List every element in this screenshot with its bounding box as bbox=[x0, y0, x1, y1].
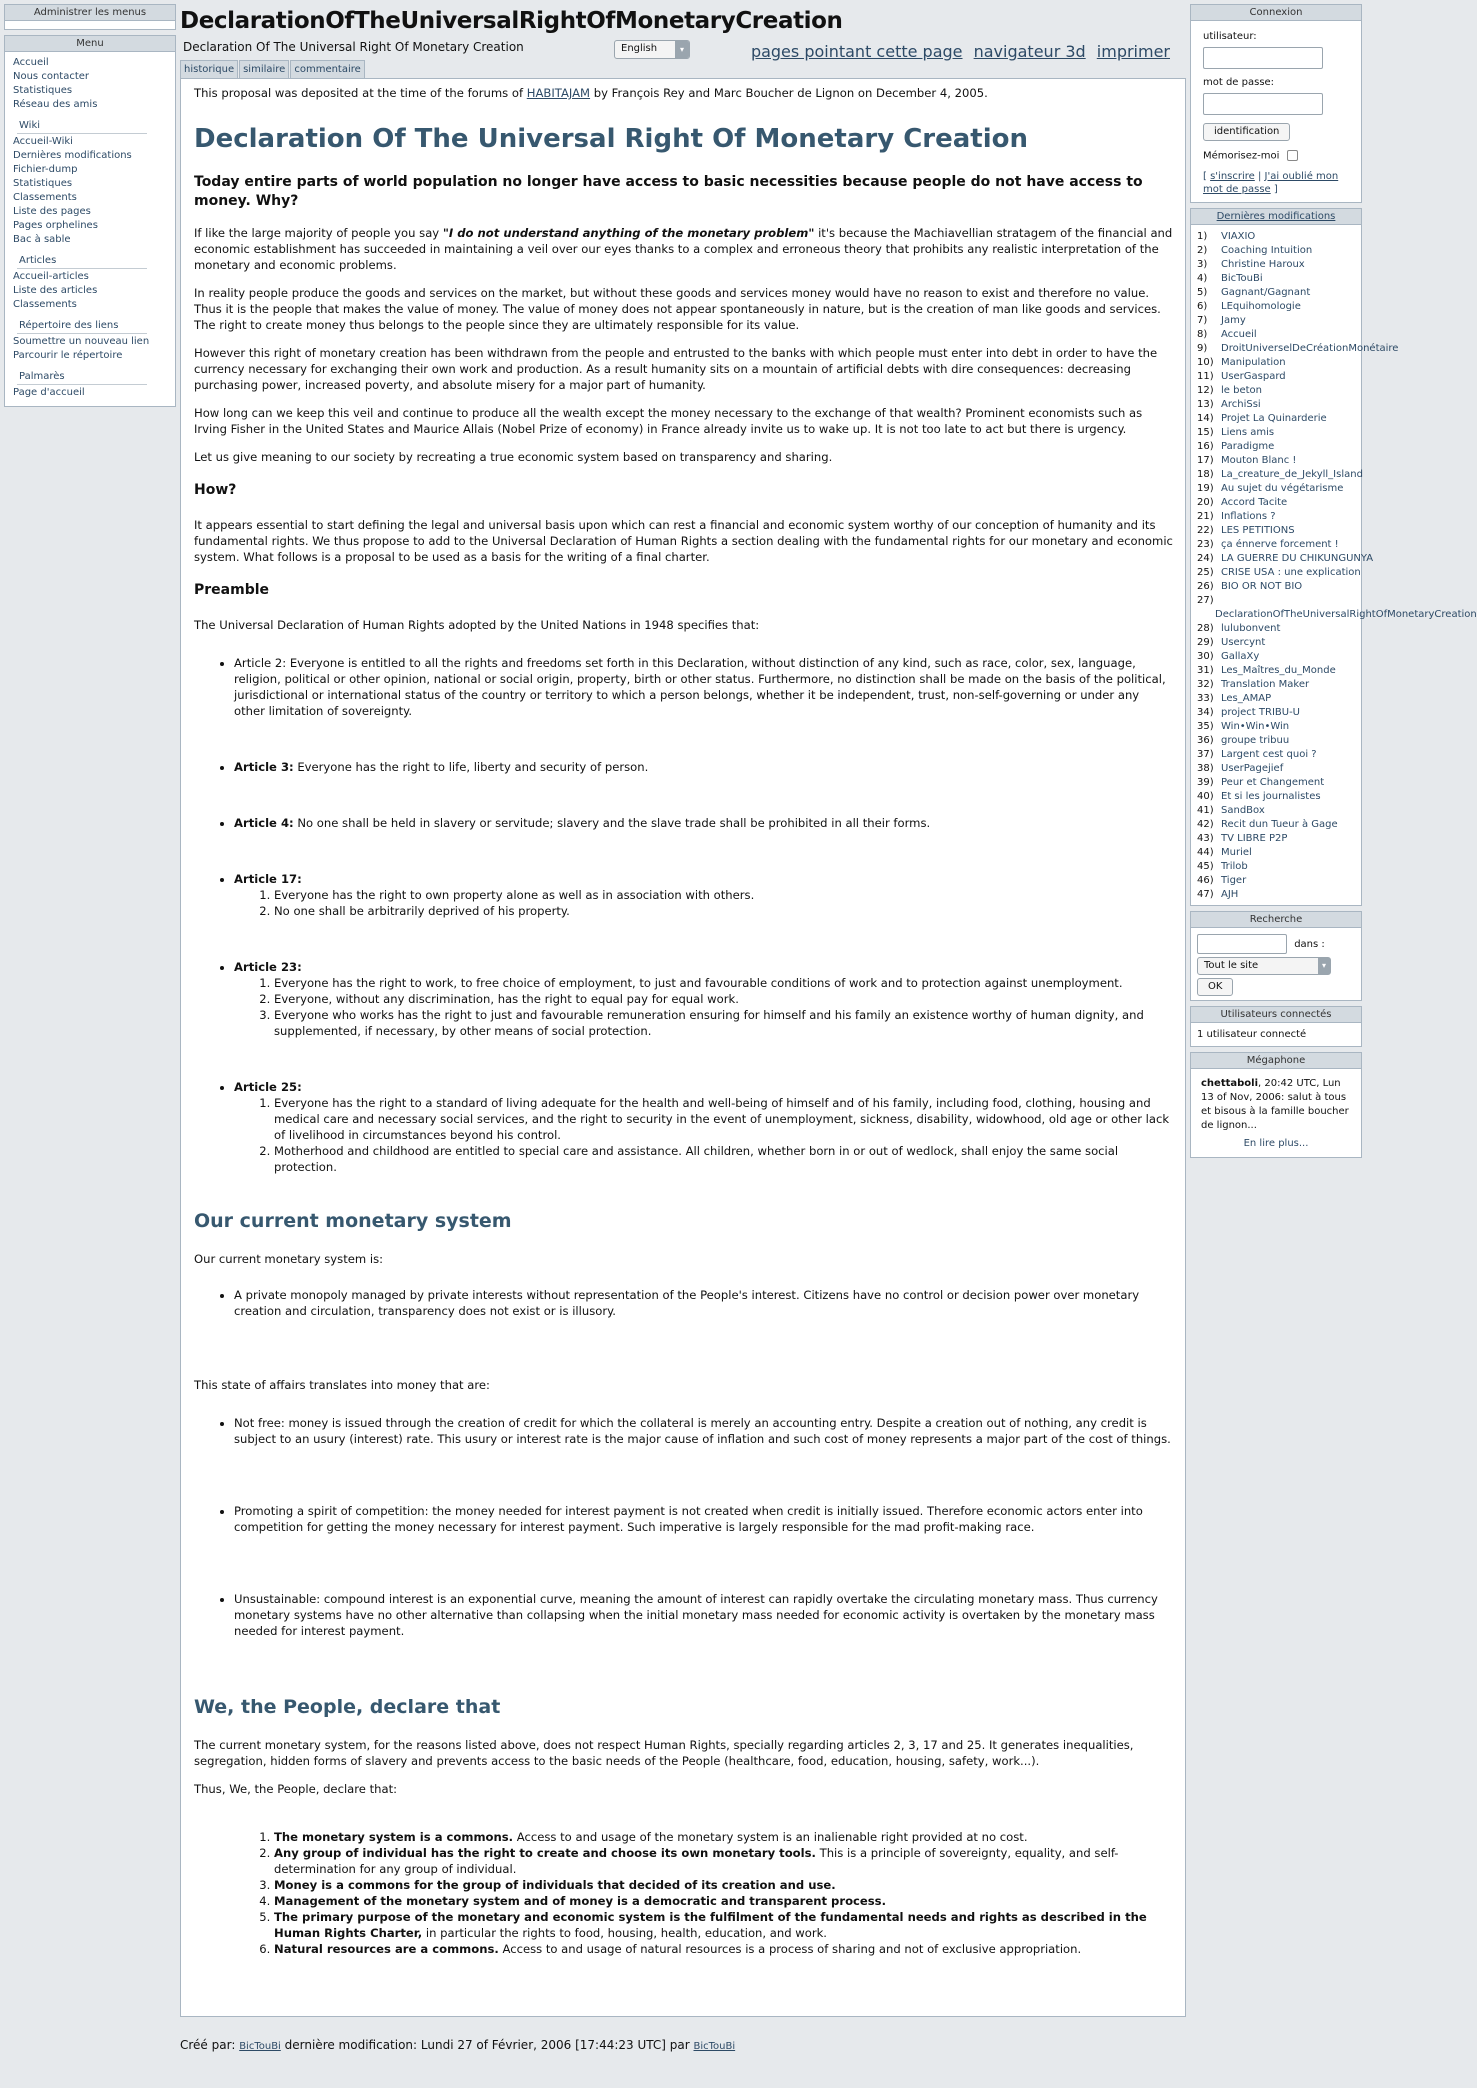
recent-change-item bbox=[1197, 860, 1355, 874]
recent-change-link[interactable]: AJH bbox=[1221, 888, 1239, 900]
recent-change-link[interactable]: Liens amis bbox=[1221, 426, 1275, 438]
recent-change-item bbox=[1197, 524, 1355, 538]
remember-checkbox[interactable] bbox=[1287, 150, 1298, 161]
recent-change-number: 30) bbox=[1197, 650, 1214, 662]
menu-list bbox=[5, 52, 175, 406]
recent-change-number: 16) bbox=[1197, 440, 1214, 452]
megaphone-author: chettaboli bbox=[1201, 1077, 1259, 1089]
paragraph: This state of affairs translates into money that are: bbox=[194, 1378, 490, 1392]
recent-change-link[interactable]: Win•Win•Win bbox=[1221, 720, 1290, 732]
recent-change-link[interactable]: Accueil bbox=[1221, 328, 1257, 340]
recent-change-number: 24) bbox=[1197, 552, 1214, 564]
recent-change-link[interactable]: groupe tribuu bbox=[1221, 734, 1290, 746]
menu-item[interactable]: Fichier-dump bbox=[13, 164, 78, 175]
menu-section-heading[interactable]: Palmarès bbox=[17, 370, 147, 385]
remember-label: Mémorisez-moi bbox=[1203, 150, 1280, 162]
recent-change-item bbox=[1197, 832, 1355, 846]
recent-change-link[interactable]: Manipulation bbox=[1221, 356, 1286, 368]
recent-change-item bbox=[1197, 594, 1477, 622]
recent-change-number: 5) bbox=[1197, 286, 1208, 298]
recent-change-number: 2) bbox=[1197, 244, 1208, 256]
wiki-content bbox=[180, 78, 1186, 2017]
recent-change-number: 38) bbox=[1197, 762, 1214, 774]
paragraph: The current monetary system, for the reasons listed above, does not respect Human Rights, specially regarding articles 2, 3, 17 and 25. It generates inequalities, segregation, hidden forms of slavery and prevents access to the basic needs of the People (healthcare, food, education, housing, safety, work...). bbox=[194, 1738, 1134, 1768]
paragraph: The Universal Declaration of Human Rights adopted by the United Nations in 1948 specifies that: bbox=[194, 618, 760, 632]
paragraph: It appears essential to start defining the legal and universal basis upon which can rest a financial and economic system worthy of our conception of humanity and its fundamental rights. We thus propose to add to the Universal Declaration of Human Rights a section dealing with the fundamental rights for our monetary and economic system. What follows is a proposal to be used as a basis for the writing of a final charter. bbox=[194, 518, 1173, 564]
recent-change-number: 36) bbox=[1197, 734, 1214, 746]
habitajam-link[interactable]: HABITAJAM bbox=[526, 86, 591, 100]
recent-change-number: 27) bbox=[1197, 594, 1214, 606]
tab-history[interactable]: historique bbox=[180, 60, 238, 78]
forgot-password-link[interactable]: J'ai oublié mon mot de passe bbox=[1203, 170, 1339, 195]
megaphone-title: Mégaphone bbox=[1191, 1053, 1361, 1069]
recent-change-number: 18) bbox=[1197, 468, 1214, 480]
how-heading: How? bbox=[194, 482, 237, 498]
recent-change-item bbox=[1197, 328, 1355, 342]
recent-change-number: 11) bbox=[1197, 370, 1214, 382]
recent-changes-box bbox=[1190, 208, 1477, 906]
recent-change-item bbox=[1197, 244, 1355, 258]
recent-change-item bbox=[1197, 384, 1355, 398]
recent-change-link[interactable]: ArchiSsi bbox=[1221, 398, 1261, 410]
recent-change-number: 26) bbox=[1197, 580, 1214, 592]
main-column bbox=[180, 6, 1186, 2017]
recent-change-item bbox=[1197, 426, 1355, 440]
money-traits-list bbox=[194, 1415, 1173, 1639]
recent-change-link[interactable]: Au sujet du végétarisme bbox=[1221, 482, 1344, 494]
recent-change-number: 7) bbox=[1197, 314, 1208, 326]
recent-change-link[interactable]: Projet La Quinarderie bbox=[1221, 412, 1327, 424]
recent-change-item bbox=[1197, 636, 1355, 650]
recent-change-link[interactable]: Translation Maker bbox=[1221, 678, 1310, 690]
declarations-list bbox=[194, 1829, 1173, 1957]
recent-change-number: 6) bbox=[1197, 300, 1208, 312]
password-input[interactable] bbox=[1203, 93, 1323, 115]
recent-change-number: 19) bbox=[1197, 482, 1214, 494]
people-declare-heading: We, the People, declare that bbox=[194, 1696, 501, 1718]
chevron-down-icon: ▾ bbox=[1318, 958, 1330, 974]
recent-change-number: 28) bbox=[1197, 622, 1214, 634]
recent-change-item bbox=[1197, 468, 1363, 482]
paragraph: If like the large majority of people you say "I do not understand anything of the monetary problem" it's because the Machiavellian stratagem of the financial and economic establishment has succeeded in maintaining a veil over our eyes thanks to a complex and erroneous theory that prohibits any realistic interpretation of the monetary and economic problems. bbox=[194, 226, 1173, 272]
recent-change-number: 10) bbox=[1197, 356, 1214, 368]
list-item: • Not free: money is issued through the creation of credit for which the collateral is merely an accounting entry. Despite a creation out of nothing, any credit is subject to an usury (interest) rate. This usury or interest rate is the major cause of inflation and such cost of money represents a major part of the cost of things. bbox=[234, 1415, 1173, 1447]
recent-change-number: 12) bbox=[1197, 384, 1214, 396]
recent-change-link[interactable]: Largent cest quoi ? bbox=[1221, 748, 1317, 760]
recent-change-link[interactable]: Muriel bbox=[1221, 846, 1252, 858]
recent-change-item bbox=[1197, 482, 1355, 496]
recent-change-item bbox=[1197, 734, 1355, 748]
recent-change-number: 20) bbox=[1197, 496, 1214, 508]
menu-item[interactable]: Réseau des amis bbox=[13, 99, 98, 110]
menu-item[interactable]: Liste des pages bbox=[13, 206, 91, 217]
search-input[interactable] bbox=[1197, 934, 1287, 954]
recent-change-number: 9) bbox=[1197, 342, 1208, 354]
recent-change-number: 14) bbox=[1197, 412, 1214, 424]
login-button[interactable]: identification bbox=[1203, 123, 1290, 141]
recent-change-item bbox=[1197, 398, 1355, 412]
search-in-label: dans : bbox=[1294, 938, 1325, 950]
list-item: 1. Everyone has the right to a standard of living adequate for the health and well-being of himself and of his family, including food, clothing, housing and medical care and necessary social services, and the right to security in the event of unemployment, sickness, disability, widowhood, old age or other lack of livelihood in circumstances beyond his control. bbox=[274, 1095, 1173, 1143]
recent-change-link[interactable]: La_creature_de_Jekyll_Island bbox=[1221, 468, 1363, 480]
recent-change-link[interactable]: Paradigme bbox=[1221, 440, 1275, 452]
recent-change-number: 3) bbox=[1197, 258, 1208, 270]
recent-change-link[interactable]: ça énnerve forcement ! bbox=[1221, 538, 1339, 550]
recent-change-link[interactable]: Tiger bbox=[1221, 874, 1247, 886]
recent-change-number: 4) bbox=[1197, 272, 1208, 284]
recent-change-number: 32) bbox=[1197, 678, 1214, 690]
page-actions bbox=[745, 42, 1170, 61]
recent-change-item bbox=[1197, 622, 1355, 636]
recent-change-item bbox=[1197, 846, 1355, 860]
recent-change-item bbox=[1197, 342, 1399, 356]
megaphone-message: , 20:42 UTC, Lun 13 of Nov, 2006: salut à tous et bisous à la famille boucher de lignon... bbox=[1201, 1077, 1349, 1131]
tab-comments[interactable]: commentaire bbox=[290, 60, 364, 78]
recent-change-item bbox=[1197, 678, 1355, 692]
recent-change-number: 40) bbox=[1197, 790, 1214, 802]
recent-change-number: 47) bbox=[1197, 888, 1214, 900]
recent-change-number: 46) bbox=[1197, 874, 1214, 886]
recent-change-item bbox=[1197, 496, 1355, 510]
tab-similar[interactable]: similaire bbox=[239, 60, 289, 78]
preamble-heading: Preamble bbox=[194, 582, 270, 598]
article-25: • Article 25: 1. Everyone has the right to a standard of living adequate for the health and well-being of himself and of his family, including food, clothing, housing and medical care and necessary social services, and the right to security in the event of unemployment, sickness, disability, widowhood, old age or other lack of livelihood in circumstances beyond his control. 2. Motherhood and childhood are entitled to special care and assistance. All children, whether born in or out of wedlock, shall enjoy the same social protection. bbox=[234, 1079, 1173, 1175]
list-item: 2. Everyone, without any discrimination, has the right to equal pay for equal work. bbox=[274, 991, 1173, 1007]
recent-change-item bbox=[1197, 650, 1355, 664]
recent-change-item bbox=[1197, 440, 1355, 454]
login-box: Connexion utilisateur: mot de passe: identification Mémorisez-moi [ s'inscrire | J'ai oublié mon mot de passe ] bbox=[1190, 4, 1362, 203]
recent-change-link[interactable]: le beton bbox=[1221, 384, 1262, 396]
recent-change-link[interactable]: CRISE USA : une explication bbox=[1221, 566, 1361, 578]
search-scope-value: Tout le site bbox=[1204, 959, 1259, 971]
recent-change-number: 33) bbox=[1197, 692, 1214, 704]
paragraph: Thus, We, the People, declare that: bbox=[194, 1782, 398, 1796]
menu-item[interactable]: Dernières modifications bbox=[13, 150, 132, 161]
recent-change-item bbox=[1197, 692, 1355, 706]
recent-change-item bbox=[1197, 566, 1361, 580]
recent-change-link[interactable]: BicTouBi bbox=[1221, 272, 1263, 284]
recent-change-number: 1) bbox=[1197, 230, 1208, 242]
paragraph: In reality people produce the goods and services on the market, but without these goods and services money would have no reason to exist and therefore no value. Thus it is the people that makes the value of money. The value of money does not appear spontaneously in nature, but is the creation of man like goods and services. The right to create money thus belongs to the people since they are ultimately responsible for its value. bbox=[194, 286, 1161, 332]
recent-change-link[interactable]: DroitUniverselDeCréationMonétaire bbox=[1221, 342, 1399, 354]
page-subtitle: Declaration Of The Universal Right Of Monetary Creation bbox=[183, 40, 524, 54]
menu-item[interactable]: Nous contacter bbox=[13, 71, 90, 82]
recent-change-item bbox=[1197, 356, 1355, 370]
recent-change-number: 15) bbox=[1197, 426, 1214, 438]
current-system-list bbox=[194, 1287, 1173, 1319]
login-title: Connexion bbox=[1191, 5, 1361, 21]
admin-menus-box bbox=[4, 4, 176, 30]
subtitle-row bbox=[180, 36, 1186, 60]
recent-change-number: 43) bbox=[1197, 832, 1214, 844]
recent-change-link[interactable]: Peur et Changement bbox=[1221, 776, 1325, 788]
paragraph: How long can we keep this veil and continue to produce all the wealth except the money necessary to the exchange of that wealth? Prominent economists such as Irving Fisher in the United States and Maurice Allais (Nobel Prize of economy) in France already invite us to wake up. It is not too late to act but there is urgency. bbox=[194, 406, 1143, 436]
lead-heading: Today entire parts of world population no longer have access to basic necessities because people do not have access to money. Why? bbox=[194, 174, 1143, 209]
recent-change-item bbox=[1197, 300, 1355, 314]
paragraph: However this right of monetary creation has been withdrawn from the people and entrusted to the banks with which people must enter into debt in order to have the currency necessary for exchanging their own work and production. As a result humanity sits on a mountain of artificial debts with dire consequences: decreasing purchasing power, increased poverty, and absolute misery for a major part of humanity. bbox=[194, 346, 1158, 392]
recent-change-link[interactable]: Gagnant/Gagnant bbox=[1221, 286, 1311, 298]
username-label: utilisateur: bbox=[1203, 31, 1257, 42]
menu-item[interactable]: Accueil-Wiki bbox=[13, 136, 73, 147]
recent-change-item bbox=[1197, 454, 1355, 468]
list-item: • A private monopoly managed by private interests without representation of the People's interest. Citizens have no control or decision power over monetary creation and circulation, transparency does not exist or is illusory. bbox=[234, 1287, 1173, 1319]
recent-change-item bbox=[1197, 552, 1374, 566]
recent-change-item bbox=[1197, 412, 1355, 426]
language-select[interactable] bbox=[614, 40, 690, 59]
recent-change-link[interactable]: Jamy bbox=[1221, 314, 1246, 326]
recent-change-number: 22) bbox=[1197, 524, 1214, 536]
page-title[interactable]: DeclarationOfTheUniversalRightOfMonetaryCreation bbox=[180, 8, 843, 34]
language-value: English bbox=[621, 43, 658, 54]
recent-change-number: 39) bbox=[1197, 776, 1214, 788]
recent-change-link[interactable]: VIAXIO bbox=[1221, 230, 1256, 242]
recent-change-link[interactable]: DeclarationOfTheUniversalRightOfMonetaryCreation bbox=[1215, 608, 1477, 620]
modifier-link[interactable]: BicTouBi bbox=[693, 2041, 736, 2052]
list-item: 2. Motherhood and childhood are entitled to special care and assistance. All children, whether born in or out of wedlock, shall enjoy the same social protection. bbox=[274, 1143, 1173, 1175]
recent-change-link[interactable]: TV LIBRE P2P bbox=[1221, 832, 1288, 844]
document-title: Declaration Of The Universal Right Of Monetary Creation bbox=[194, 124, 1029, 154]
declaration-item: 2. Any group of individual has the right to create and choose its own monetary tools. This is a principle of sovereignty, equality, and self-determination for any group of individual. bbox=[274, 1845, 1173, 1877]
recent-change-item bbox=[1197, 790, 1355, 804]
recent-change-number: 44) bbox=[1197, 846, 1214, 858]
recent-change-item bbox=[1197, 258, 1355, 272]
recent-change-link[interactable]: GallaXy bbox=[1221, 650, 1260, 662]
navigator-3d-link[interactable]: navigateur 3d bbox=[973, 42, 1086, 61]
search-title: Recherche bbox=[1191, 912, 1361, 928]
search-scope-select[interactable] bbox=[1197, 957, 1331, 975]
recent-change-item bbox=[1197, 720, 1355, 734]
articles-list bbox=[194, 655, 1173, 1175]
recent-change-item bbox=[1197, 776, 1355, 790]
menu-section-heading[interactable]: Articles bbox=[17, 254, 147, 269]
chevron-down-icon: ▾ bbox=[675, 41, 689, 58]
right-sidebar bbox=[1190, 4, 1477, 1163]
menu-item[interactable]: Soumettre un nouveau lien bbox=[13, 336, 150, 347]
online-users-box bbox=[1190, 1006, 1362, 1047]
declaration-item: 1. The monetary system is a commons. Access to and usage of the monetary system is an inalienable right provided at no cost. bbox=[274, 1829, 1173, 1845]
recent-change-item bbox=[1197, 230, 1355, 244]
online-users-title: Utilisateurs connectés bbox=[1191, 1007, 1361, 1023]
declaration-item: 6. Natural resources are a commons. Access to and usage of natural resources is a process of sharing and not of exclusive appropriation. bbox=[274, 1941, 1173, 1957]
menu-item[interactable]: Accueil-articles bbox=[13, 271, 89, 282]
menu-item[interactable]: Pages orphelines bbox=[13, 220, 98, 231]
modified-label: dernière modification: Lundi 27 of Février, 2006 [17:44:23 UTC] par bbox=[280, 2038, 694, 2052]
recent-change-item bbox=[1197, 818, 1355, 832]
recent-change-link[interactable]: Et si les journalistes bbox=[1221, 790, 1321, 802]
page-footer bbox=[180, 2038, 735, 2052]
recent-change-link[interactable]: lulubonvent bbox=[1221, 622, 1281, 634]
declaration-item: 3. Money is a commons for the group of individuals that decided of its creation and use. bbox=[274, 1877, 1173, 1893]
article-4: • Article 4: No one shall be held in slavery or servitude; slavery and the slave trade shall be prohibited in all their forms. bbox=[234, 815, 1173, 831]
recent-change-item bbox=[1197, 370, 1355, 384]
menu-section-heading[interactable]: Répertoire des liens bbox=[17, 319, 147, 334]
article-2: • Article 2: Everyone is entitled to all the rights and freedoms set forth in this Declaration, without distinction of any kind, such as race, color, sex, language, religion, political or other opinion, national or social origin, property, birth or other status. Furthermore, no distinction shall be made on the basis of the political, jurisdictional or international status of the country or territory to which a person belongs, whether it be independent, trust, non-self-governing or under any other limitation of sovereignty. bbox=[234, 655, 1173, 719]
register-link[interactable]: s'inscrire bbox=[1210, 170, 1255, 182]
recent-change-link[interactable]: Inflations ? bbox=[1221, 510, 1276, 522]
recent-change-number: 8) bbox=[1197, 328, 1208, 340]
recent-change-link[interactable]: UserGaspard bbox=[1221, 370, 1286, 382]
recent-change-link[interactable]: LEquihomologie bbox=[1221, 300, 1301, 312]
list-item: • Unsustainable: compound interest is an exponential curve, meaning the amount of interest can rapidly overtake the circulating monetary mass. Thus currency monetary systems have no other alternative than collapsing when the initial monetary mass needed for economic activity is overtaken by the monetary mass needed for interest payment. bbox=[234, 1591, 1173, 1639]
recent-change-item bbox=[1197, 286, 1355, 300]
recent-change-item bbox=[1197, 706, 1355, 720]
recent-change-number: 13) bbox=[1197, 398, 1214, 410]
paragraph: Our current monetary system is: bbox=[194, 1252, 384, 1266]
recent-change-link[interactable]: LA GUERRE DU CHIKUNGUNYA bbox=[1221, 552, 1374, 564]
created-label: Créé par: bbox=[180, 2038, 240, 2052]
recent-change-number: 23) bbox=[1197, 538, 1214, 550]
menu-item[interactable]: Statistiques bbox=[13, 178, 73, 189]
left-sidebar bbox=[4, 4, 176, 412]
recent-change-link[interactable]: LES PETITIONS bbox=[1221, 524, 1295, 536]
menu-box bbox=[4, 35, 176, 407]
menu-item[interactable]: Classements bbox=[13, 299, 77, 310]
menu-title: Menu bbox=[5, 36, 175, 52]
recent-change-item bbox=[1197, 314, 1355, 328]
recent-change-link[interactable]: UserPagejief bbox=[1221, 762, 1284, 774]
page-tabs bbox=[180, 60, 1186, 78]
article-23: • Article 23: 1. Everyone has the right to work, to free choice of employment, to just and favourable conditions of work and to protection against unemployment. 2. Everyone, without any discrimination, has the right to equal pay for equal work. 3. Everyone who works has the right to just and favourable remuneration ensuring for himself and his family an existence worthy of human dignity, and supplemented, if necessary, by other means of social protection. bbox=[234, 959, 1173, 1039]
password-label: mot de passe: bbox=[1203, 77, 1275, 88]
recent-change-item bbox=[1197, 874, 1355, 888]
username-input[interactable] bbox=[1203, 47, 1323, 69]
admin-menus-link[interactable]: Administrer les menus bbox=[5, 5, 175, 21]
recent-change-item bbox=[1197, 510, 1355, 524]
recent-change-link[interactable]: Les_AMAP bbox=[1221, 692, 1272, 704]
recent-change-item bbox=[1197, 272, 1355, 286]
backlinks-link[interactable]: pages pointant cette page bbox=[750, 42, 963, 61]
recent-change-number: 35) bbox=[1197, 720, 1214, 732]
list-item: 3. Everyone who works has the right to just and favourable remuneration ensuring for himself and his family an existence worthy of human dignity, and supplemented, if necessary, by other means of social protection. bbox=[274, 1007, 1173, 1039]
recent-changes-title[interactable]: Dernières modifications bbox=[1191, 209, 1361, 225]
current-system-heading: Our current monetary system bbox=[194, 1210, 512, 1232]
recent-change-link[interactable]: Recit dun Tueur à Gage bbox=[1221, 818, 1338, 830]
recent-change-link[interactable]: Trilob bbox=[1221, 860, 1248, 872]
search-box bbox=[1190, 911, 1362, 1001]
search-ok-button[interactable]: OK bbox=[1197, 978, 1233, 996]
article-3: • Article 3: Everyone has the right to life, liberty and security of person. bbox=[234, 759, 1173, 775]
recent-change-link[interactable]: project TRIBU-U bbox=[1221, 706, 1300, 718]
menu-item[interactable]: Statistiques bbox=[13, 85, 73, 96]
recent-change-item bbox=[1197, 888, 1355, 902]
print-link[interactable]: imprimer bbox=[1096, 42, 1170, 61]
recent-change-number: 37) bbox=[1197, 748, 1214, 760]
recent-change-number: 31) bbox=[1197, 664, 1214, 676]
declaration-item: 4. Management of the monetary system and of money is a democratic and transparent process. bbox=[274, 1893, 1173, 1909]
read-more-link[interactable]: En lire plus... bbox=[1243, 1137, 1309, 1149]
recent-change-number: 21) bbox=[1197, 510, 1214, 522]
online-users-count: 1 utilisateur connecté bbox=[1197, 1028, 1307, 1040]
declaration-item: 5. The primary purpose of the monetary and economic system is the fulfilment of the fundamental needs and rights as described in the Human Rights Charter, in particular the rights to food, housing, health, education, and work. bbox=[274, 1909, 1173, 1941]
list-item: 1. Everyone has the right to own property alone as well as in association with others. bbox=[274, 887, 1173, 903]
recent-change-item bbox=[1197, 580, 1355, 594]
article-17: • Article 17: 1. Everyone has the right to own property alone as well as in association with others. 2. No one shall be arbitrarily deprived of his property. bbox=[234, 871, 1173, 919]
recent-change-number: 41) bbox=[1197, 804, 1214, 816]
menu-section-heading[interactable]: Wiki bbox=[17, 119, 147, 134]
menu-item[interactable]: Bac à sable bbox=[13, 234, 71, 245]
menu-item[interactable]: Parcourir le répertoire bbox=[13, 350, 123, 361]
megaphone-box bbox=[1190, 1052, 1362, 1158]
recent-change-link[interactable]: Christine Haroux bbox=[1221, 258, 1305, 270]
recent-change-number: 45) bbox=[1197, 860, 1214, 872]
recent-change-number: 25) bbox=[1197, 566, 1214, 578]
recent-change-number: 29) bbox=[1197, 636, 1214, 648]
recent-change-item bbox=[1197, 762, 1355, 776]
recent-change-link[interactable]: Les_Maîtres_du_Monde bbox=[1221, 664, 1336, 676]
recent-change-item bbox=[1197, 748, 1355, 762]
list-item: • Promoting a spirit of competition: the money needed for interest payment is not created when credit is initially issued. Therefore economic actors enter into competition for getting the money necessary for interest payment. Such imperative is largely responsible for the mad profit-making race. bbox=[234, 1503, 1173, 1535]
list-item: 1. Everyone has the right to work, to free choice of employment, to just and favourable conditions of work and to protection against unemployment. bbox=[274, 975, 1173, 991]
recent-change-link[interactable]: Mouton Blanc ! bbox=[1221, 454, 1297, 466]
recent-change-item bbox=[1197, 538, 1355, 552]
recent-change-number: 34) bbox=[1197, 706, 1214, 718]
recent-change-item bbox=[1197, 804, 1355, 818]
recent-changes-list bbox=[1191, 225, 1477, 905]
recent-change-link[interactable]: Accord Tacite bbox=[1221, 496, 1288, 508]
paragraph: Let us give meaning to our society by recreating a true economic system based on transparency and sharing. bbox=[194, 450, 833, 464]
recent-change-link[interactable]: SandBox bbox=[1221, 804, 1265, 816]
recent-change-link[interactable]: Coaching Intuition bbox=[1221, 244, 1313, 256]
menu-item[interactable]: Accueil bbox=[13, 57, 49, 68]
recent-change-item bbox=[1197, 664, 1355, 678]
intro-paragraph: This proposal was deposited at the time of the forums of HABITAJAM by François Rey and Marc Boucher de Lignon on December 4, 2005. bbox=[194, 86, 988, 100]
menu-item[interactable]: Classements bbox=[13, 192, 77, 203]
menu-item[interactable]: Liste des articles bbox=[13, 285, 98, 296]
recent-change-number: 17) bbox=[1197, 454, 1214, 466]
list-item: 2. No one shall be arbitrarily deprived of his property. bbox=[274, 903, 1173, 919]
recent-change-link[interactable]: BIO OR NOT BIO bbox=[1221, 580, 1303, 592]
recent-change-number: 42) bbox=[1197, 818, 1214, 830]
menu-item[interactable]: Page d'accueil bbox=[13, 387, 85, 398]
creator-link[interactable]: BicTouBi bbox=[239, 2041, 281, 2052]
recent-change-link[interactable]: Usercynt bbox=[1221, 636, 1266, 648]
